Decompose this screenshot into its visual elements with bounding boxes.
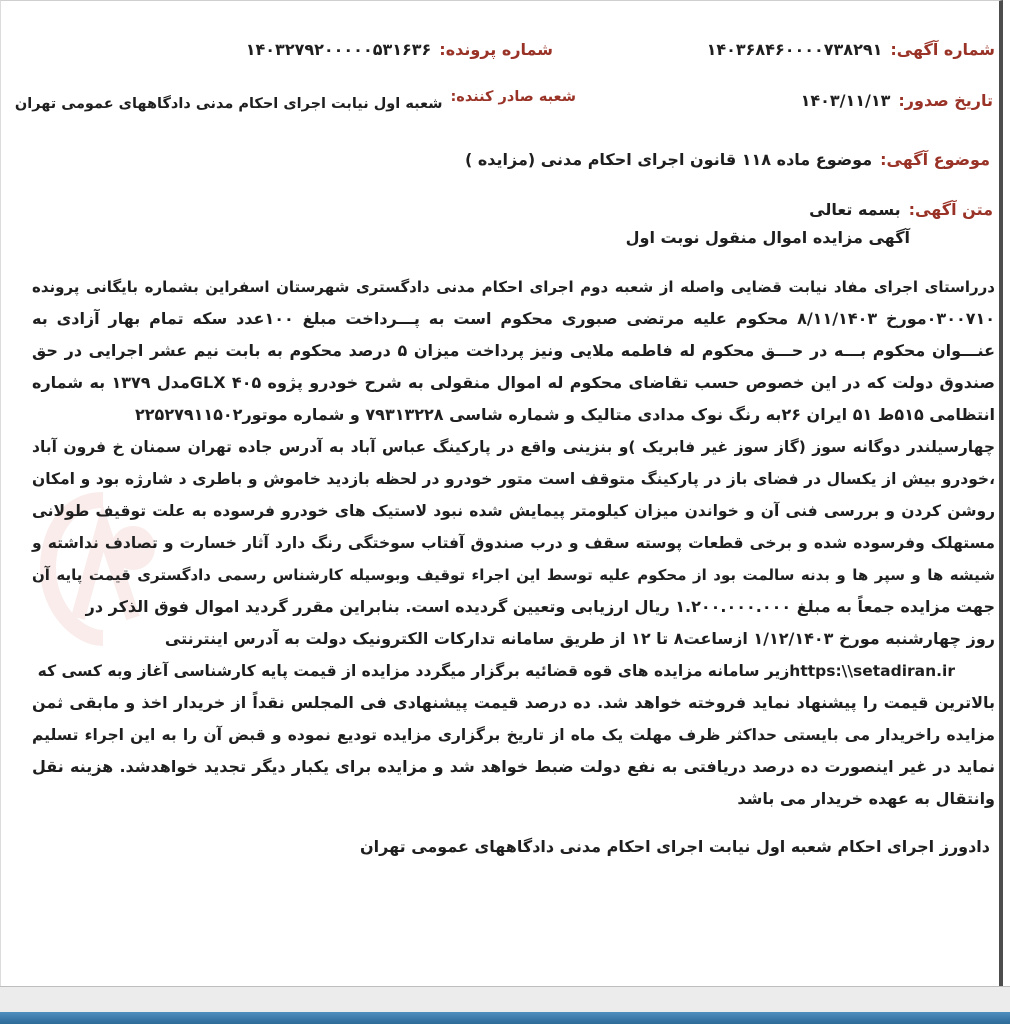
- issue-date-value: ۱۴۰۳/۱۱/۱۳: [800, 91, 891, 110]
- case-number-label: شماره پرونده:: [439, 40, 553, 59]
- body-line-url: https:\\setadiran.irزیر سامانه مزایده های قوه قضائیه برگزار میگردد مزایده از قیمت پایه کارشناسی آغاز وبه کسی که: [37, 662, 955, 680]
- notice-number-label: شماره آگهی:: [890, 40, 995, 59]
- body-line: نماید در غیر اینصورت ده درصد دریافتی به نفع دولت ضبط خواهد شد و مزایده برای یکبار دیگر تجدید خواهدشد. هزینه نقل: [32, 757, 995, 776]
- body-line: ،خودرو بیش از یکسال در فضای باز در پارکینگ متوقف است متور خودرو در لحظه بازدید خاموش و باطری د شارژه بود و امکان: [32, 470, 995, 488]
- body-line: چهارسیلندر دوگانه سوز (گاز سوز غیر فابریک )و بنزینی واقع در پارکینگ عباس آباد به آدرس جاده تهران سمنان خ فرون آباد: [32, 438, 995, 456]
- salutation: بسمه تعالی: [809, 200, 901, 219]
- issue-date-field: [801, 91, 993, 110]
- body-line: درراستای اجرای مفاد نیابت قضایی واصله از شعبه دوم اجرای احکام مدنی دادگستری شهرستان اسفراین بشماره بایگانی پرونده: [32, 278, 995, 296]
- notice-number-value: ۱۴۰۳۶۸۴۶۰۰۰۰۷۳۸۲۹۱: [706, 40, 883, 59]
- window-bottom-strip: [0, 986, 1010, 1012]
- body-line: روز چهارشنبه مورخ ۱/۱۲/۱۴۰۳ ازساعت۸ تا ۱۲ از طریق سامانه تدارکات الکترونیک دولت به آدرس اینترنتی: [164, 629, 995, 648]
- body-line: مستهلک وفرسوده شده و برخی قطعات پوسته سقف و درب صندوق آفتاب سوختگی رنگ دارد آثار خسارت و تصادف نداشته و: [32, 534, 995, 552]
- subject-label: موضوع آگهی:: [880, 150, 990, 169]
- body-line: جهت مزایده جمعاً به مبلغ ۱.۲۰۰.۰۰۰.۰۰۰ ریال ارزیابی وتعیین گردیده است. بنابراین مقرر گردید اموال فوق الذکر در: [85, 597, 995, 616]
- notice-heading: آگهی مزایده اموال منقول نوبت اول: [625, 228, 910, 247]
- issue-date-label: تاریخ صدور:: [898, 91, 993, 110]
- body-line: بالاترین قیمت را پیشنهاد نماید فروخته خواهد شد. ده درصد قیمت پیشنهادی فی المجلس نقداً از خریدار اخذ و مابقی ثمن: [32, 693, 995, 712]
- taskbar: [0, 1012, 1010, 1024]
- body-line: عنـــوان محکوم بـــه در حـــق محکوم له فاطمه ملایی ونیز پرداخت میزان ۵ درصد محکوم به بابت نیم عشر اجرایی در حق: [32, 341, 995, 360]
- subject-field: [465, 150, 990, 169]
- body-line: ۰۳۰۰۷۱۰مورخ ۸/۱۱/۱۴۰۳ محکوم علیه مرتضی صبوری محکوم است به پـــرداخت مبلغ ۱۰۰عدد سکه تمام بهار آزادی به: [32, 309, 996, 328]
- case-number-value: ۱۴۰۳۲۷۹۲۰۰۰۰۰۵۳۱۶۳۶: [245, 40, 432, 59]
- body-line: صندوق دولت که در این خصوص حسب تقاضای محکوم له اموال منقولی به شرح خودرو پژوه ۴۰۵ GLXمدل ۱۳۷۹ به شماره: [32, 373, 995, 392]
- notice-body: [32, 271, 995, 815]
- body-line: وانتقال به عهده خریدار می باشد: [737, 789, 995, 808]
- body-label-field: [809, 200, 993, 219]
- notice-number-field: [707, 40, 995, 59]
- case-number-field: [246, 40, 553, 59]
- body-line: انتظامی ۵۱۵ط ۵۱ ایران ۲۶به رنگ نوک مدادی متالیک و شماره شاسی ۷۹۳۱۳۲۲۸ و شماره موتور۲۲۵۲۷۹۱۱۵۰۲: [135, 405, 995, 424]
- body-line: مزایده راخریدار می بایستی حداکثر ظرف مهلت یک ماه از تاریخ برگزاری مزایده تودیع نموده و قبض آن را به این اجراء تسلیم: [32, 726, 995, 744]
- issuing-branch-value: شعبه اول نیابت اجرای احکام مدنی دادگاههای عمومی تهران: [14, 96, 443, 112]
- body-line: شیشه ها و سپر ها و بدنه سالمت بود از محکوم علیه توسط این اجراء توقیف وبوسیله کارشناس رسمی دادگستری قیمت پایه آن: [32, 566, 995, 584]
- issuing-branch-field: [14, 89, 576, 112]
- signature: دادورز اجرای احکام شعبه اول نیابت اجرای احکام مدنی دادگاههای عمومی تهران: [359, 837, 990, 856]
- issuing-branch-label: شعبه صادر کننده:: [450, 89, 576, 105]
- body-label: متن آگهی:: [908, 200, 993, 219]
- body-line: روشن کردن و بررسی فنی آن و خواندن میزان کیلومتر پیمایش شده نبود لاستیک های خودرو فرسوده به علت توقیف طولانی: [32, 502, 995, 520]
- subject-value: موضوع ماده ۱۱۸ قانون اجرای احکام مدنی (مزایده ): [464, 150, 873, 169]
